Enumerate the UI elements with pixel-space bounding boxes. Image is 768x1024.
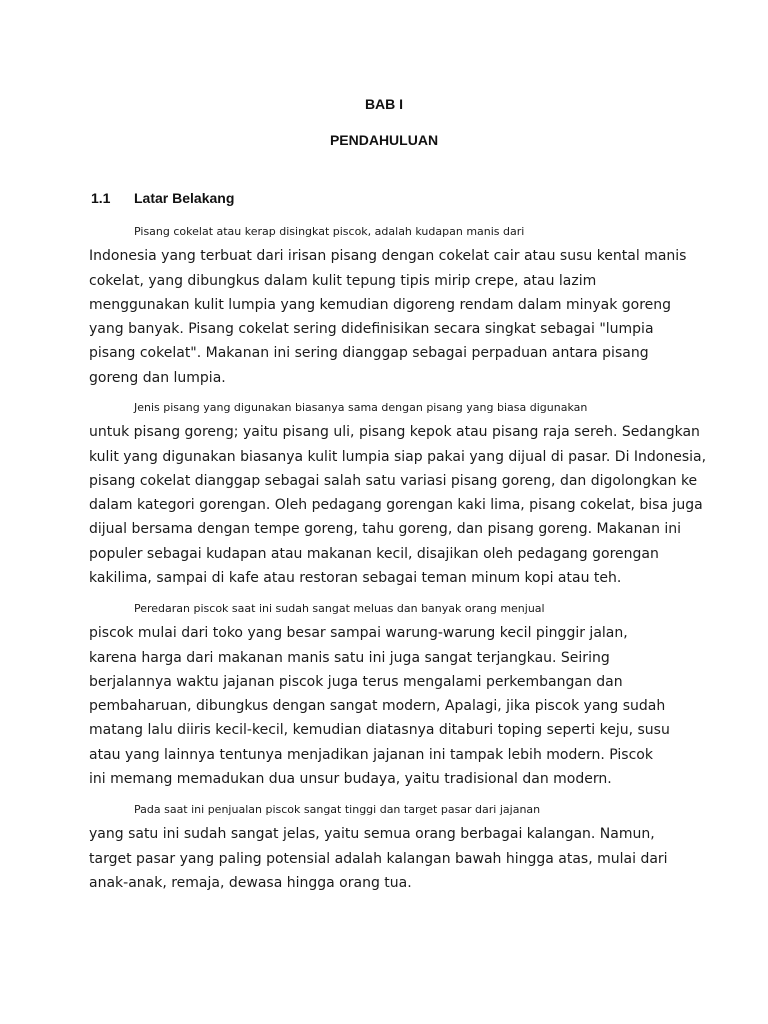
paragraph-line: untuk pisang goreng; yaitu pisang uli, pisang kepok atau pisang raja sereh. Sedangkan [89,424,700,441]
paragraph-4 [89,798,719,895]
paragraph-line: pisang cokelat dianggap sebagai salah satu variasi pisang goreng, dan digolongkan ke [89,472,698,489]
chapter-title: PENDAHULUAN [329,132,439,148]
paragraph-line: Jenis pisang yang digunakan biasanya sama dengan pisang yang biasa digunakan [134,401,588,414]
paragraph-line: populer sebagai kudapan atau makanan kecil, disajikan oleh pedagang gorengan [89,545,659,562]
paragraph-line: dijual bersama dengan tempe goreng, tahu goreng, dan pisang goreng. Makanan ini [89,521,682,538]
section-heading [91,190,234,206]
section-title: Latar Belakang [134,190,235,206]
paragraph-line: Indonesia yang terbuat dari irisan pisang dengan cokelat cair atau susu kental manis [89,248,687,265]
chapter-number: BAB I [364,96,404,112]
paragraph-line: atau yang lainnya tentunya menjadikan jajanan ini tampak lebih modern. Piscok [89,746,653,763]
paragraph-2 [89,396,719,590]
paragraph-line: kakilima, sampai di kafe atau restoran sebagai teman minum kopi atau teh. [89,570,622,587]
paragraph-line: Pisang cokelat atau kerap disingkat piscok, adalah kudapan manis dari [134,225,525,238]
paragraph-line: berjalannya waktu jajanan piscok juga terus mengalami perkembangan dan [89,673,623,690]
paragraph-line: ini memang memadukan dua unsur budaya, yaitu tradisional dan modern. [89,771,612,788]
paragraph-line: pembaharuan, dibungkus dengan sangat modern, Apalagi, jika piscok yang sudah [89,698,666,715]
section-number: 1.1 [91,190,111,206]
paragraph-line: Peredaran piscok saat ini sudah sangat meluas dan banyak orang menjual [134,602,545,615]
paragraph-line: goreng dan lumpia. [89,369,226,386]
paragraph-line: anak-anak, remaja, dewasa hingga orang tua. [89,874,412,891]
paragraph-line: pisang cokelat". Makanan ini sering dianggap sebagai perpaduan antara pisang [89,345,649,362]
paragraph-line: yang banyak. Pisang cokelat sering didefinisikan secara singkat sebagai "lumpia [89,321,654,338]
paragraph-line: yang satu ini sudah sangat jelas, yaitu semua orang berbagai kalangan. Namun, [89,826,655,843]
paragraph-line: Pada saat ini penjualan piscok sangat tinggi dan target pasar dari jajanan [134,803,541,816]
paragraph-line: menggunakan kulit lumpia yang kemudian digoreng rendam dalam minyak goreng [89,296,672,313]
paragraph-line: cokelat, yang dibungkus dalam kulit tepung tipis mirip crepe, atau lazim [89,272,597,289]
paragraph-line: karena harga dari makanan manis satu ini juga sangat terjangkau. Seiring [89,649,610,666]
paragraph-3 [89,597,719,791]
paragraph-line: target pasar yang paling potensial adalah kalangan bawah hingga atas, mulai dari [89,850,668,867]
paragraph-line: dalam kategori gorengan. Oleh pedagang gorengan kaki lima, pisang cokelat, bisa juga [89,497,703,514]
paragraph-line: kulit yang digunakan biasanya kulit lumpia siap pakai yang dijual di pasar. Di Indonesia, [89,448,707,465]
paragraph-line: piscok mulai dari toko yang besar sampai warung-warung kecil pinggir jalan, [89,625,628,642]
paragraph-1 [89,220,719,390]
paragraph-line: matang lalu diiris kecil-kecil, kemudian diatasnya ditaburi toping seperti keju, susu [89,722,670,739]
